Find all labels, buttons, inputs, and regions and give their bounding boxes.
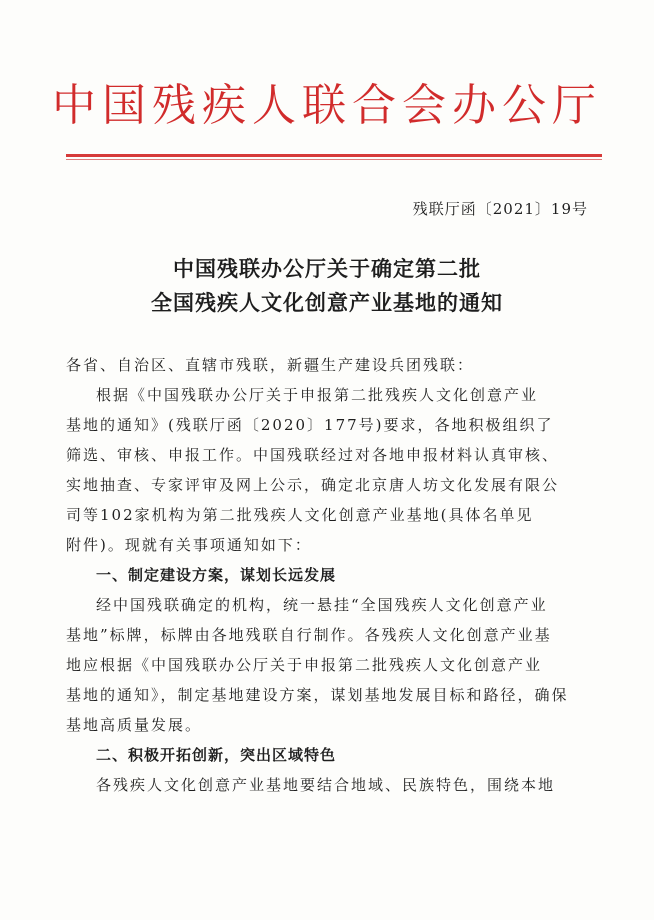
red-separator-line	[66, 154, 602, 157]
body-line: 各残疾人文化创意产业基地要结合地域、民族特色，围绕本地	[96, 776, 556, 794]
addressee: 各省、自治区、直辖市残联，新疆生产建设兵团残联：	[66, 356, 475, 374]
section-heading-1: 一、制定建设方案，谋划长远发展	[96, 566, 337, 584]
body-line: 地应根据《中国残联办公厅关于申报第二批残疾人文化创意产业	[66, 656, 543, 674]
body-line: 经中国残联确定的机构，统一悬挂“全国残疾人文化创意产业	[96, 596, 548, 614]
body-line: 根据《中国残联办公厅关于申报第二批残疾人文化创意产业	[96, 386, 539, 404]
section-heading-2: 二、积极开拓创新，突出区域特色	[96, 746, 337, 764]
body-line: 基地的通知》，制定基地建设方案，谋划基地发展目标和路径，确保	[66, 686, 569, 704]
body-line: 实地抽查、专家评审及网上公示，确定北京唐人坊文化发展有限公	[66, 476, 560, 494]
issuing-agency-header: 中国残疾人联合会办公厅	[52, 80, 602, 131]
body-line: 筛选、审核、申报工作。中国残联经过对各地申报材料认真审核、	[66, 446, 560, 464]
body-line: 基地高质量发展。	[66, 716, 203, 734]
notice-title-line-2: 全国残疾人文化创意产业基地的通知	[151, 290, 503, 315]
body-line: 司等102家机构为第二批残疾人文化创意产业基地(具体名单见	[66, 506, 534, 524]
body-line: 基地的通知》(残联厅函〔2020〕177号)要求，各地积极组织了	[66, 416, 554, 434]
document-number: 残联厅函〔2021〕19号	[412, 200, 588, 218]
body-line: 基地”标牌，标牌由各地残联自行制作。各残疾人文化创意产业基	[66, 626, 552, 644]
body-line: 附件)。现就有关事项通知如下：	[66, 536, 312, 554]
red-separator-line-thin	[66, 159, 602, 160]
notice-title-line-1: 中国残联办公厅关于确定第二批	[173, 256, 481, 281]
